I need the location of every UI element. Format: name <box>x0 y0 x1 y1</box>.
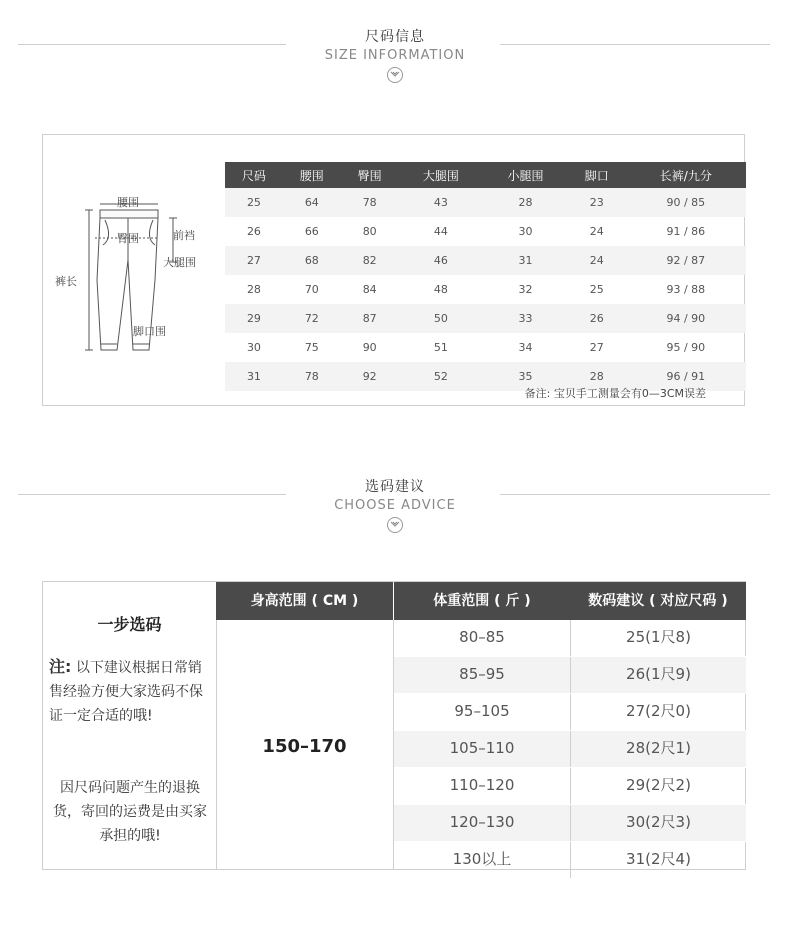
column-header: 小腿围 <box>483 162 568 188</box>
section-title-en: CHOOSE ADVICE <box>334 498 456 513</box>
table-header-row <box>225 162 746 188</box>
table-cell: 25 <box>225 188 283 217</box>
table-cell: 96 / 91 <box>626 362 746 391</box>
column-header-weight: 体重范围 ( 斤 ) <box>394 582 570 620</box>
table-row <box>394 805 746 842</box>
front-rise-label: 前裆 <box>173 229 195 242</box>
table-cell: 52 <box>399 362 484 391</box>
table-cell: 30 <box>246 341 261 354</box>
size-cell: 28(2尺1) <box>626 739 691 757</box>
table-cell: 35 <box>483 362 568 391</box>
choose-advice-header <box>0 476 790 533</box>
weight-cell: 105–110 <box>394 731 571 767</box>
return-note: 因尺码问题产生的退换货，寄回的运费是由买家承担的哦! <box>53 780 207 844</box>
column-header: 脚口 <box>568 162 626 188</box>
column-header: 长裤/九分 <box>626 162 746 188</box>
table-cell: 95 / 90 <box>666 341 706 354</box>
table-row <box>394 657 746 694</box>
waist-label: 腰围 <box>117 196 139 209</box>
size-cell: 25(1尺8) <box>626 628 691 646</box>
table-cell: 29 <box>225 304 283 333</box>
table-cell: 92 / 87 <box>626 246 746 275</box>
note-label: 注: <box>49 657 72 676</box>
weight-cell: 85–95 <box>394 657 571 693</box>
advice-heading: 一步选码 <box>97 615 162 634</box>
table-cell: 31 <box>225 362 283 391</box>
table-cell: 91 / 86 <box>666 225 706 238</box>
table-cell: 93 / 88 <box>666 283 706 296</box>
pants-icon <box>55 190 225 370</box>
advice-notes <box>43 582 217 869</box>
size-table <box>225 162 746 391</box>
table-cell: 64 <box>283 188 341 217</box>
advice-panel <box>42 581 746 870</box>
section-title-en: SIZE INFORMATION <box>324 48 466 63</box>
column-header: 大腿围 <box>399 162 484 188</box>
table-cell: 90 / 85 <box>626 188 746 217</box>
table-row <box>394 768 746 805</box>
table-cell: 25 <box>589 283 604 296</box>
table-row <box>394 694 746 731</box>
size-cell: 31(2尺4) <box>626 850 691 868</box>
table-cell: 82 <box>341 246 399 275</box>
table-cell: 43 <box>399 188 484 217</box>
table-row <box>225 246 746 275</box>
weight-cell: 130以上 <box>394 842 571 878</box>
table-cell: 27 <box>225 246 283 275</box>
weight-cell: 120–130 <box>394 805 571 841</box>
divider <box>500 44 770 45</box>
weight-cell: 95–105 <box>394 694 571 730</box>
table-cell: 92 <box>341 362 399 391</box>
table-cell: 28 <box>246 283 261 296</box>
weight-cell: 80–85 <box>394 620 571 656</box>
size-info-panel <box>42 134 745 406</box>
size-cell: 30(2尺3) <box>626 813 691 831</box>
advice-note <box>49 655 213 728</box>
table-row <box>394 731 746 768</box>
height-value: 150–170 <box>262 736 347 757</box>
height-cell <box>216 620 394 869</box>
table-cell: 28 <box>568 362 626 391</box>
table-cell: 46 <box>399 246 484 275</box>
size-cell: 29(2尺2) <box>626 776 691 794</box>
size-cell: 26(1尺9) <box>626 665 691 683</box>
table-cell: 78 <box>341 188 399 217</box>
table-cell: 26 <box>568 304 626 333</box>
table-cell: 28 <box>483 188 568 217</box>
table-cell: 24 <box>589 225 604 238</box>
column-header: 尺码 <box>225 162 283 188</box>
table-cell: 87 <box>341 304 399 333</box>
table-cell: 31 <box>483 246 568 275</box>
chevron-down-icon <box>387 67 403 83</box>
section-title-cn: 尺码信息 <box>365 29 425 45</box>
weight-cell: 110–120 <box>394 768 571 804</box>
column-header-height: 身高范围 ( CM ) <box>216 582 393 620</box>
size-info-header <box>0 26 790 83</box>
table-cell: 80 <box>362 225 377 238</box>
thigh-label: 大腿围 <box>163 256 196 269</box>
table-cell: 33 <box>483 304 568 333</box>
table-cell: 30 <box>518 225 533 238</box>
divider <box>18 44 286 45</box>
measurement-note: 备注: 宝贝手工测量会有0—3CM误差 <box>524 387 706 400</box>
table-cell: 24 <box>568 246 626 275</box>
table-cell: 48 <box>433 283 448 296</box>
pants-diagram <box>55 190 225 370</box>
table-cell: 68 <box>283 246 341 275</box>
column-header-size: 数码建议 ( 对应尺码 ) <box>570 582 746 620</box>
column-header: 腰围 <box>283 162 341 188</box>
hip-label: 臀围 <box>117 232 139 245</box>
table-row <box>225 188 746 217</box>
table-row <box>225 275 746 304</box>
table-cell: 94 / 90 <box>626 304 746 333</box>
table-cell: 44 <box>433 225 448 238</box>
divider <box>500 494 770 495</box>
divider <box>18 494 286 495</box>
note-text: 以下建议根据日常销售经验方便大家选码不保证一定合适的哦! <box>49 660 203 724</box>
table-row <box>225 333 746 362</box>
table-row <box>225 304 746 333</box>
table-cell: 90 <box>362 341 377 354</box>
column-header: 臀围 <box>341 162 399 188</box>
table-cell: 84 <box>362 283 377 296</box>
table-cell: 75 <box>304 341 319 354</box>
size-cell: 27(2尺0) <box>626 702 691 720</box>
table-cell: 23 <box>568 188 626 217</box>
table-cell: 34 <box>518 341 533 354</box>
table-cell: 26 <box>246 225 261 238</box>
section-title-cn: 选码建议 <box>365 479 425 495</box>
table-cell: 27 <box>589 341 604 354</box>
length-label: 裤长 <box>55 275 77 288</box>
table-row <box>394 842 746 879</box>
table-cell: 50 <box>399 304 484 333</box>
table-cell: 51 <box>433 341 448 354</box>
hem-label: 脚口围 <box>133 325 166 338</box>
chevron-down-icon <box>387 517 403 533</box>
table-cell: 72 <box>283 304 341 333</box>
advice-rows <box>394 620 746 879</box>
table-cell: 70 <box>304 283 319 296</box>
table-cell: 78 <box>283 362 341 391</box>
table-cell: 32 <box>518 283 533 296</box>
table-cell: 66 <box>304 225 319 238</box>
table-row <box>225 217 746 246</box>
table-row <box>394 620 746 657</box>
